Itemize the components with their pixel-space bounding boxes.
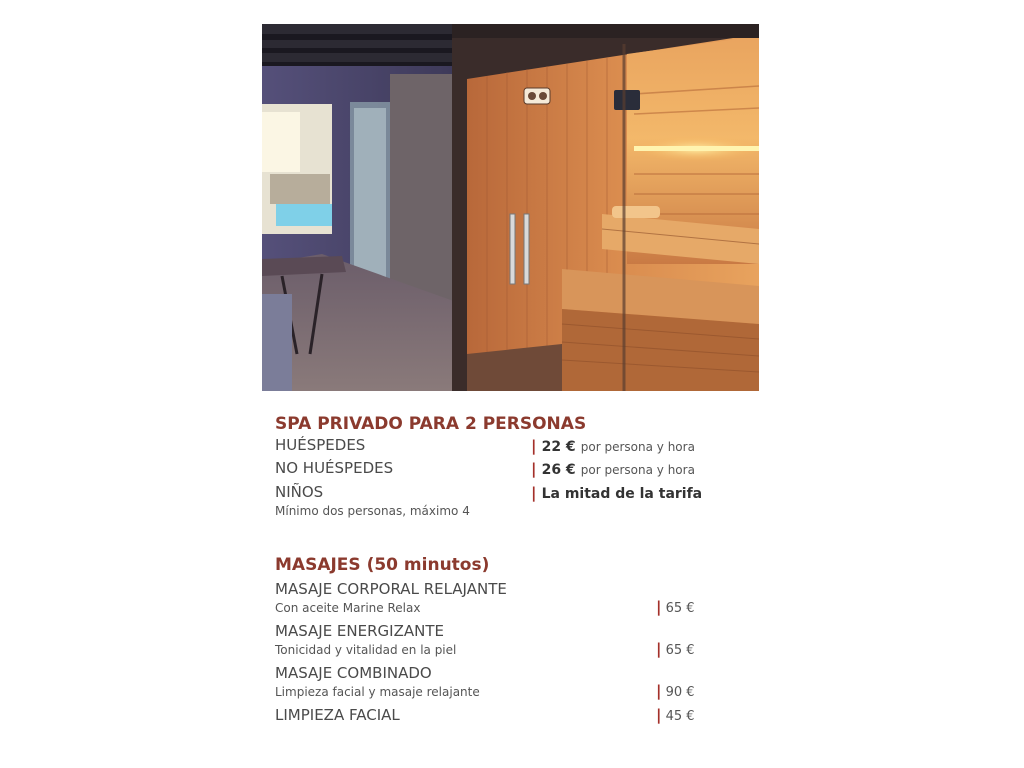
massage-item-description: Limpieza facial y masaje relajante: [275, 685, 480, 699]
spa-row-label: HUÉSPEDES: [275, 436, 366, 454]
spa-row-label: NIÑOS: [275, 483, 324, 501]
massage-item-price: [656, 600, 695, 615]
spa-row-price: [531, 438, 695, 454]
price-unit: por persona y hora: [580, 463, 695, 477]
massages-section-title: MASAJES (50 minutos): [275, 555, 490, 575]
price-amount: 26 €: [541, 462, 576, 478]
massage-item-description: Tonicidad y vitalidad en la piel: [275, 643, 457, 657]
spa-section-title: SPA PRIVADO PARA 2 PERSONAS: [275, 414, 587, 434]
price-amount: 65 €: [665, 643, 695, 658]
massage-item-description: Con aceite Marine Relax: [275, 601, 421, 615]
spa-row-huespedes: [275, 438, 703, 458]
separator-bar: |: [656, 598, 662, 616]
spa-row-price: [531, 485, 702, 501]
sauna-photo: [262, 24, 759, 391]
massage-item-name: LIMPIEZA FACIAL: [275, 706, 400, 724]
price-amount: 65 €: [665, 601, 695, 616]
spa-row-no-huespedes: [275, 461, 703, 481]
separator-bar: |: [531, 460, 537, 478]
price-text: La mitad de la tarifa: [541, 486, 703, 502]
separator-bar: |: [656, 640, 662, 658]
price-amount: 45 €: [665, 709, 695, 724]
spa-row-price: [531, 461, 695, 477]
separator-bar: |: [531, 437, 537, 455]
massage-item-name: MASAJE ENERGIZANTE: [275, 622, 444, 640]
massage-item-price: [656, 642, 695, 657]
separator-bar: |: [531, 484, 537, 502]
spa-row-ninos: [275, 485, 703, 505]
massage-item-name: MASAJE CORPORAL RELAJANTE: [275, 580, 507, 598]
massage-item-name: MASAJE COMBINADO: [275, 664, 432, 682]
spa-row-label: NO HUÉSPEDES: [275, 459, 394, 477]
separator-bar: |: [656, 682, 662, 700]
separator-bar: |: [656, 706, 662, 724]
price-unit: por persona y hora: [580, 440, 695, 454]
massage-item-price: [656, 708, 695, 723]
spa-note: Mínimo dos personas, máximo 4: [275, 504, 470, 518]
price-amount: 90 €: [665, 685, 695, 700]
price-amount: 22 €: [541, 439, 576, 455]
massage-item-price: [656, 684, 695, 699]
